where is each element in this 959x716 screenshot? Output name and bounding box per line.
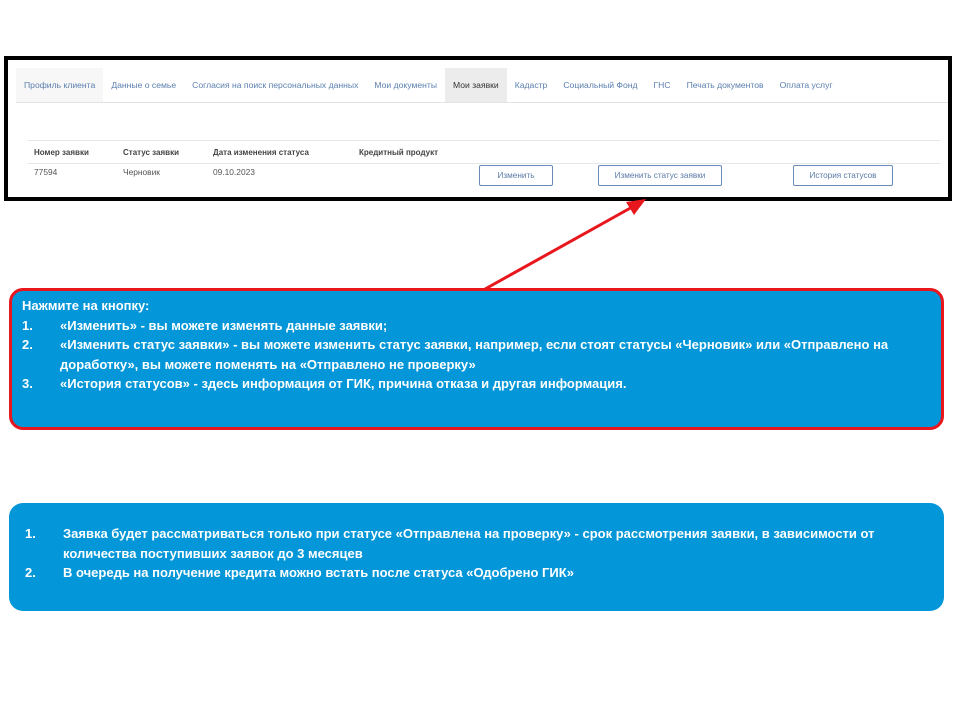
header-status: Статус заявки [123,147,180,157]
callout-heading: Нажмите на кнопку: [22,298,150,313]
tab-consents[interactable]: Согласия на поиск персональных данных [192,80,359,90]
callout-instructions [9,288,944,430]
list-item [22,316,931,336]
item-text: «Изменить статус заявки» - вы можете изменить статус заявки, например, если стоят статусы «Черновик» или «Отправлено на доработку», вы можете поменять на «Отправлено не проверку» [60,337,889,372]
list-item [22,335,931,374]
row-number: 77594 [34,167,58,177]
tab-bar [16,68,948,103]
edit-button[interactable]: Изменить [479,165,553,186]
list-item [25,524,930,563]
change-status-button[interactable]: Изменить статус заявки [598,165,722,186]
arrow-line [478,206,634,293]
item-text: В очередь на получение кредита можно встать после статуса «Одобрено ГИК» [63,565,574,580]
list-item [25,563,930,583]
item-number: 2. [25,565,36,580]
item-number: 2. [22,337,33,352]
header-product: Кредитный продукт [359,147,438,157]
status-history-button[interactable]: История статусов [793,165,893,186]
tab-payment[interactable]: Оплата услуг [779,80,833,90]
callout-list [22,316,931,394]
header-number: Номер заявки [34,147,89,157]
tab-print-documents[interactable]: Печать документов [686,80,764,90]
tab-my-documents[interactable]: Мои документы [374,80,438,90]
tab-social-fund[interactable]: Социальный Фонд [563,80,638,90]
table-header [28,140,940,164]
item-number: 1. [25,526,36,541]
tab-family-data[interactable]: Данные о семье [111,80,177,90]
item-text: «Изменить» - вы можете изменять данные заявки; [60,317,388,333]
item-text: «История статусов» - здесь информация от ГИК, причина отказа и другая информация. [60,376,627,391]
arrow-head [626,199,646,215]
row-status: Черновик [123,167,160,177]
header-date: Дата изменения статуса [213,147,309,157]
table-row [28,163,940,189]
screenshot-frame [4,56,952,201]
row-date: 09.10.2023 [213,167,255,177]
notes-list [25,524,930,583]
item-number: 3. [22,376,33,391]
callout-notes [9,503,944,611]
tab-client-profile[interactable]: Профиль клиента [16,68,103,102]
list-item [22,374,931,394]
tab-cadastre[interactable]: Кадастр [514,80,548,90]
item-text: Заявка будет рассматриваться только при статусе «Отправлена на проверку» - срок рассмотрения заявки, в зависимости от количества поступивших заявок до 3 месяцев [63,526,875,561]
tab-gns[interactable]: ГНС [653,80,671,90]
item-number: 1. [22,317,33,333]
tab-my-applications[interactable]: Мои заявки [445,68,507,102]
